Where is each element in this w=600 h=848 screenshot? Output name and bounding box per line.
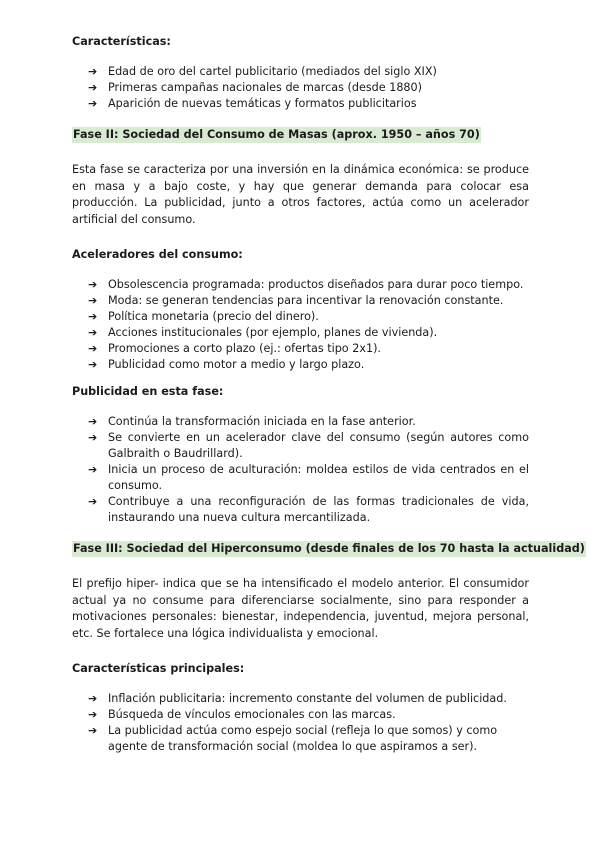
bullet-list-caracteristicas-principales <box>72 691 529 755</box>
arrow-bullet-icon: ➔ <box>88 495 98 508</box>
document-page <box>72 34 585 755</box>
phase-2-intro-paragraph: Esta fase se caracteriza por una inversión en la dinámica económica: se produce en masa y a bajo coste, y hay que generar demanda para colocar esa producción. La publicidad, junto a otros factores, actúa como un acelerador artificial del consumo. <box>72 163 529 226</box>
list-item: ➔ Contribuye a una reconfiguración de las formas tradicionales de vida, instaurando una nueva cultura mercantilizada. <box>88 495 529 524</box>
section-heading-caracteristicas: Características: <box>72 35 171 48</box>
bullet-list-caracteristicas <box>72 64 529 112</box>
arrow-bullet-icon: ➔ <box>88 708 98 721</box>
arrow-bullet-icon: ➔ <box>88 342 98 355</box>
list-item: ➔ Aparición de nuevas temáticas y formatos publicitarios <box>88 97 417 110</box>
arrow-bullet-icon: ➔ <box>88 81 98 94</box>
list-item: ➔ La publicidad actúa como espejo social (refleja lo que somos) y como agente de transformación social (moldea lo que aspiramos a ser). <box>88 724 498 753</box>
arrow-bullet-icon: ➔ <box>88 358 98 371</box>
list-item: ➔ Acciones institucionales (por ejemplo, planes de vivienda). <box>88 326 438 339</box>
list-item: ➔ Búsqueda de vínculos emocionales con las marcas. <box>88 708 396 721</box>
list-item: ➔ Edad de oro del cartel publicitario (mediados del siglo XIX) <box>88 65 437 78</box>
arrow-bullet-icon: ➔ <box>88 692 98 705</box>
phase-3-intro-paragraph: El prefijo hiper- indica que se ha intensificado el modelo anterior. El consumidor actual ya no consume para diferenciarse socialmente, sino para responder a motivaciones personales: bienestar, independencia, juventud, mejora personal, etc. Se fortalece una lógica individualista y emocional. <box>72 577 529 640</box>
bullet-list-aceleradores <box>72 277 529 373</box>
phase-2-title: Fase II: Sociedad del Consumo de Masas (aprox. 1950 – años 70) <box>73 128 480 141</box>
arrow-bullet-icon: ➔ <box>88 65 98 78</box>
section-heading-aceleradores: Aceleradores del consumo: <box>72 248 243 261</box>
arrow-bullet-icon: ➔ <box>88 431 98 444</box>
list-item: ➔ Inicia un proceso de aculturación: moldea estilos de vida centrados en el consumo. <box>88 463 529 492</box>
list-item: ➔ Primeras campañas nacionales de marcas (desde 1880) <box>88 81 423 94</box>
arrow-bullet-icon: ➔ <box>88 310 98 323</box>
arrow-bullet-icon: ➔ <box>88 294 98 307</box>
phase-3-title: Fase III: Sociedad del Hiperconsumo (desde finales de los 70 hasta la actualidad) <box>73 542 585 555</box>
arrow-bullet-icon: ➔ <box>88 415 98 428</box>
arrow-bullet-icon: ➔ <box>88 724 98 737</box>
section-heading-publicidad-fase: Publicidad en esta fase: <box>72 385 224 398</box>
arrow-bullet-icon: ➔ <box>88 278 98 291</box>
list-item: ➔ Continúa la transformación iniciada en la fase anterior. <box>88 415 416 428</box>
list-item: ➔ Política monetaria (precio del dinero). <box>88 310 319 323</box>
arrow-bullet-icon: ➔ <box>88 463 98 476</box>
list-item: ➔ Obsolescencia programada: productos diseñados para durar poco tiempo. <box>88 278 524 291</box>
arrow-bullet-icon: ➔ <box>88 97 98 110</box>
list-item: ➔ Moda: se generan tendencias para incentivar la renovación constante. <box>88 294 504 307</box>
section-heading-caracteristicas-principales: Características principales: <box>72 662 245 675</box>
list-item: ➔ Publicidad como motor a medio y largo plazo. <box>88 358 365 371</box>
arrow-bullet-icon: ➔ <box>88 326 98 339</box>
list-item: ➔ Promociones a corto plazo (ej.: ofertas tipo 2x1). <box>88 342 381 355</box>
list-item: ➔ Se convierte en un acelerador clave del consumo (según autores como Galbraith o Baudrillard). <box>88 431 529 460</box>
list-item: ➔ Inflación publicitaria: incremento constante del volumen de publicidad. <box>88 692 507 705</box>
bullet-list-publicidad-fase <box>72 414 529 526</box>
